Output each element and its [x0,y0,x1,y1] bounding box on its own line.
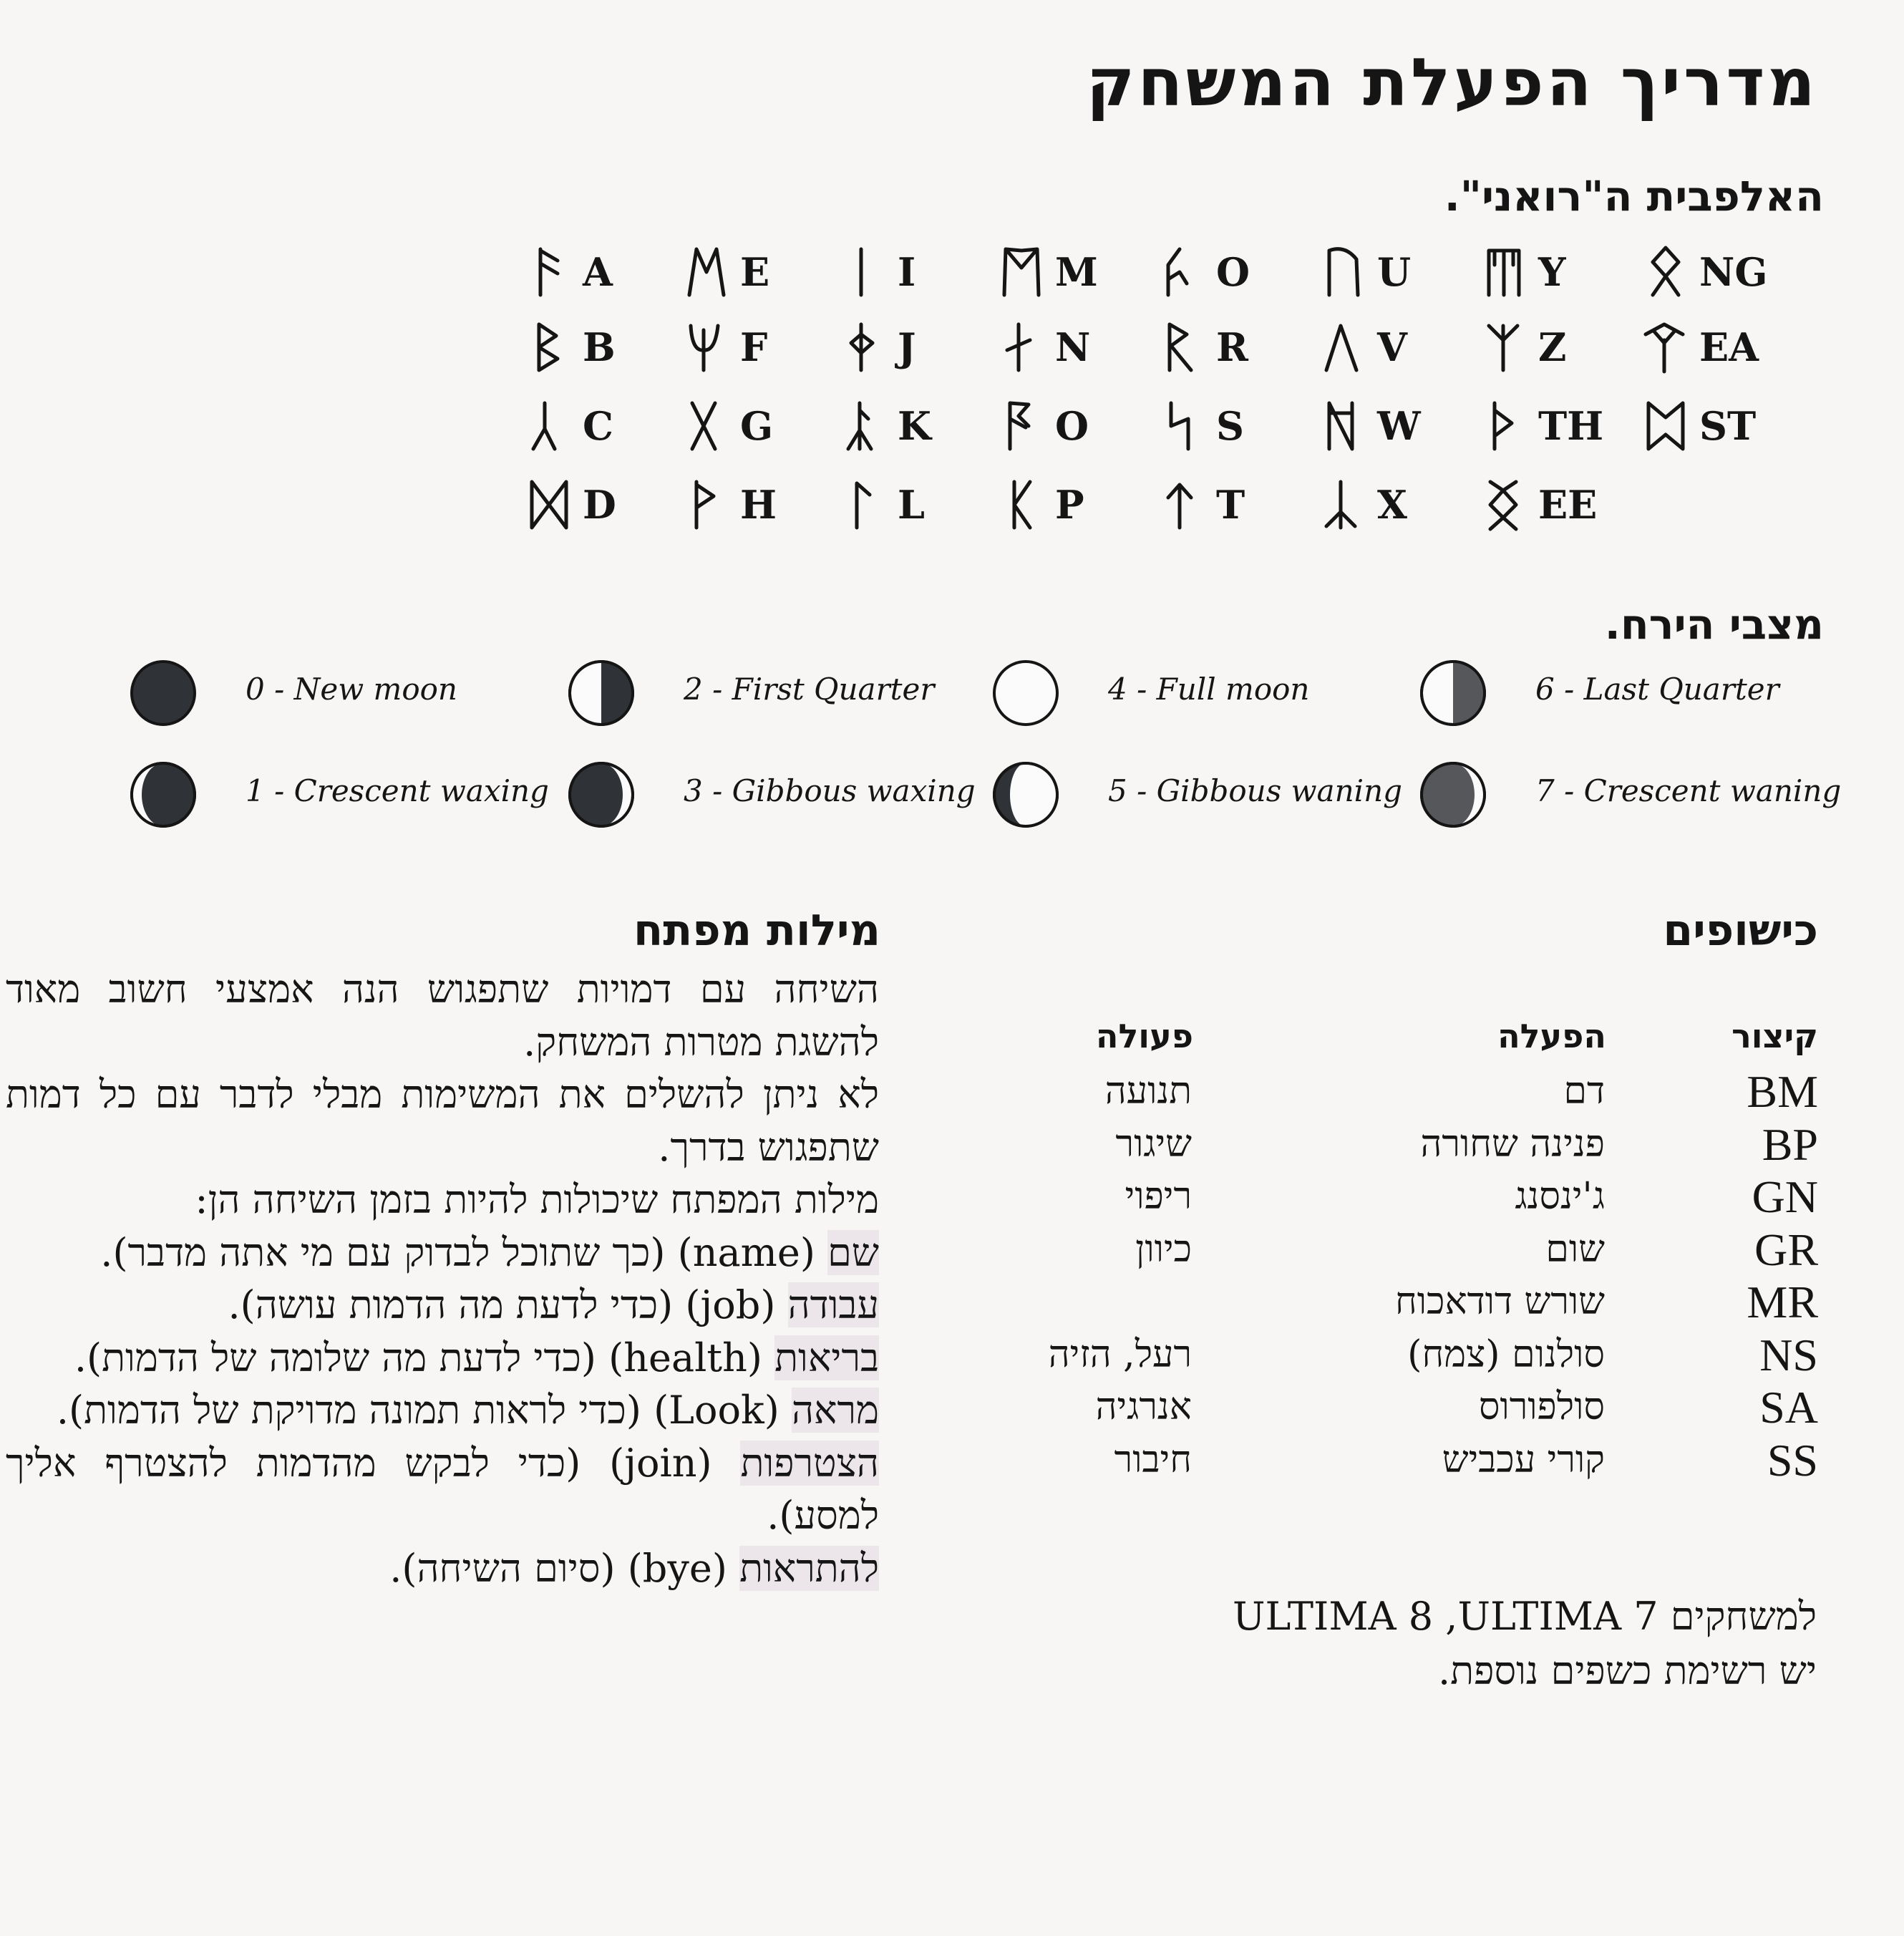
last-quarter-moon-icon [1417,657,1489,729]
dagaz-rune-icon [523,476,573,533]
spell-reagent: דם [1563,1070,1605,1113]
wunjo-rune-icon [680,476,730,533]
spell-reagent: קורי עכביש [1442,1438,1605,1481]
rune-letter: N [1055,324,1091,370]
spell-effect: שיגור [1115,1122,1192,1166]
rune-w [1317,390,1482,462]
keyword-description: (join) (כדי לבקש מהדמות להצטרף אליך למסע). [6,1440,879,1538]
v-rune-icon [1317,319,1367,376]
moon-phase-label: 2 - First Quarter [684,672,935,707]
spell-reagent: שורש דודאכוח [1394,1280,1605,1323]
spell-reagent: ג'ינסנג [1515,1175,1605,1218]
crescent-waning-moon-icon [1417,759,1489,831]
gibbous-waxing-moon-icon [565,759,637,831]
thurisaz-rune-icon [1478,397,1528,455]
rune-e [680,236,845,308]
keyword-description: (bye) (סיום השיחה). [389,1545,740,1591]
rune-letter: EE [1538,482,1598,528]
crescent-waxing-moon-icon [127,759,199,831]
kaun-rune-icon [523,397,573,455]
laguz-rune-icon [837,476,888,533]
rune-letter: D [583,482,616,528]
spell-effect: רעל, הזיה [1048,1332,1192,1376]
rune-letter: Z [1538,324,1567,370]
spell-reagent: שום [1545,1227,1605,1271]
wynn-rune-icon [1317,397,1367,455]
keyword-item [6,1226,879,1279]
stan-rune-icon [1639,397,1689,455]
spell-abbr: BM [1747,1066,1818,1117]
keyword-item [6,1332,879,1385]
rune-letter: T [1216,482,1245,528]
spell-effect: חיבור [1114,1438,1192,1481]
rune-letter: L [898,482,925,528]
rune-letter: V [1377,324,1407,370]
spell-reagent: פנינה שחורה [1420,1122,1605,1166]
sowilo-rune-icon [1156,397,1206,455]
keywords-intro-3: מילות המפתח שיכולות להיות בזמן השיחה הן: [195,1177,879,1222]
naudiz-rune-icon [995,319,1045,376]
rune-letter: B [583,324,616,370]
gibbous-waning-moon-icon [990,759,1062,831]
rune-l [837,469,1002,541]
rune-th [1478,390,1643,462]
rune-i [837,236,1002,308]
rune-h [680,469,845,541]
yr-rune-icon [1478,243,1528,301]
moon-phase-label: 7 - Crescent waning [1535,773,1842,808]
rune-letter: A [583,249,613,295]
spell-abbr: SA [1759,1382,1818,1433]
keywords-intro-2: לא ניתן להשלים את המשימות מבלי לדבר עם כל דמות שתפגוש בדרך. [6,1072,879,1170]
rune-g [680,390,845,462]
rune-letter: H [740,482,777,528]
keyword-description: (health) (כדי לדעת מה שלומה של הדמות). [74,1335,775,1380]
peorth-rune-icon [995,476,1045,533]
rune-ee [1478,469,1643,541]
spell-effect: אנרגיה [1095,1385,1192,1428]
rune-r [1156,311,1321,383]
rune-m [995,236,1160,308]
keywords-heading: מילות מפתח [633,906,880,956]
keyword-item [6,1437,879,1542]
rune-f [680,311,845,383]
rune-letter: TH [1538,403,1604,449]
spells-heading: כישופים [1663,906,1818,956]
rune-letter: ST [1699,403,1757,449]
keyword-item [6,1279,879,1332]
spell-abbr: MR [1747,1277,1818,1327]
spell-effect: ריפוי [1125,1175,1192,1218]
rune-o [995,390,1160,462]
rune-letter: C [583,403,613,449]
mannaz-rune-icon [995,243,1045,301]
rune-n [995,311,1160,383]
spell-effect: כיוון [1135,1227,1192,1271]
ear-rune-icon [1639,319,1689,376]
rune-alphabet-grid [523,236,1897,551]
rune-letter: S [1216,403,1244,449]
rune-letter: X [1377,482,1407,528]
rune-ng [1639,236,1804,308]
spell-abbr: NS [1759,1329,1818,1380]
spell-abbr: GN [1752,1171,1818,1222]
rune-letter: U [1377,249,1412,295]
spell-reagent: סולפורוס [1478,1385,1605,1428]
keyword-description: (name) (כך שתוכל לבדוק עם מי אתה מדבר). [100,1229,828,1275]
moon-phase-label: 1 - Crescent waxing [246,773,549,808]
keyword-word: הצטרפות [740,1440,879,1486]
rune-letter: K [898,403,931,449]
rune-a [523,236,687,308]
moon-phase-label: 0 - New moon [246,672,457,707]
keyword-word: בריאות [774,1335,879,1380]
rune-p [995,469,1160,541]
rune-letter: W [1377,403,1421,449]
page-title: מדריך הפעלת המשחק [1086,44,1818,121]
rune-d [523,469,687,541]
keyword-word: עבודה [787,1282,879,1327]
rune-s [1156,390,1321,462]
rune-o [1156,236,1321,308]
moon-phase-label: 5 - Gibbous waning [1108,773,1403,808]
moon-phase-label: 3 - Gibbous waxing [684,773,976,808]
rune-letter: P [1055,482,1084,528]
keyword-description: (Look) (כדי לראות תמונה מדויקת של הדמות). [56,1388,792,1433]
spell-effect: תנועה [1104,1070,1192,1113]
rune-t [1156,469,1321,541]
col-abbr-header: קיצור [1731,1017,1818,1055]
rune-j [837,311,1002,383]
runes-heading: האלפבית ה"רואני". [1444,172,1824,221]
rune-letter: G [740,403,774,449]
raido-rune-icon [1156,319,1206,376]
keyword-description: (job) (כדי לדעת מה הדמות עושה). [228,1282,788,1327]
ingwaz-rune-icon [1639,243,1689,301]
rune-letter: EA [1699,324,1759,370]
fehu-rune-icon [680,319,730,376]
isa-rune-icon [837,243,888,301]
kalc-rune-icon [837,397,888,455]
rune-b [523,311,687,383]
keyword-word: להתראות [739,1545,879,1591]
moon-phase-label: 4 - Full moon [1108,672,1310,707]
spell-reagent: סולנום (צמח) [1407,1332,1605,1376]
rune-letter: O [1216,249,1250,295]
keyword-item [6,1384,879,1437]
ehwaz-rune-icon [680,243,730,301]
rune-ea [1639,311,1804,383]
keywords-intro-1: השיחה עם דמויות שתפגוש הנה אמצעי חשוב מאוד להשגת מטרות המשחק. [6,967,879,1065]
berkano-rune-icon [523,319,573,376]
rune-c [523,390,687,462]
uruz-rune-icon [1317,243,1367,301]
algiz-rune-icon [1478,319,1528,376]
rune-letter: NG [1699,249,1768,295]
rune-letter: F [740,324,768,370]
rune-letter: M [1055,249,1098,295]
spell-abbr: BP [1762,1118,1818,1170]
rune-letter: E [740,249,770,295]
moon-phases-heading: מצבי הירח. [1604,600,1824,649]
ultima-note [1001,1589,1817,1698]
rune-x [1317,469,1482,541]
first-quarter-moon-icon [565,657,637,729]
keyword-word: מראה [791,1388,879,1433]
full-moon-icon [990,657,1062,729]
rune-letter: J [898,324,916,370]
rune-y [1478,236,1643,308]
rune-letter: R [1216,324,1248,370]
ethel-rune-icon [1478,476,1528,533]
moon-phase-label: 6 - Last Quarter [1535,672,1779,707]
keyword-item [6,1542,879,1595]
col-reagent-header: הפעלה [1497,1017,1606,1055]
gebo-rune-icon [680,397,730,455]
rune-st [1639,390,1804,462]
rune-letter: Y [1538,249,1566,295]
rune-letter: I [898,249,916,295]
rune-u [1317,236,1482,308]
keyword-word: שם [827,1229,879,1275]
rune-k [837,390,1002,462]
new-moon-icon [127,657,199,729]
keyword-list [6,1226,879,1595]
ultima-note-line-1: למשחקים ULTIMA 8 ,ULTIMA 7 [1233,1594,1817,1639]
perthro-rune-icon [1156,243,1206,301]
jera-rune-icon [837,319,888,376]
rune-v [1317,311,1482,383]
spell-abbr: SS [1767,1434,1818,1486]
oss-rune-icon [995,397,1045,455]
rune-z [1478,311,1643,383]
spell-abbr: GR [1754,1224,1818,1275]
col-effect-header: פעולה [1095,1017,1193,1055]
rune-letter: O [1055,403,1089,449]
ansuz-rune-icon [523,243,573,301]
yew-rune-icon [1317,476,1367,533]
tiwaz-rune-icon [1156,476,1206,533]
ultima-note-line-2: יש רשימת כשפים נוספת. [1437,1648,1817,1693]
keywords-body [6,963,879,1594]
